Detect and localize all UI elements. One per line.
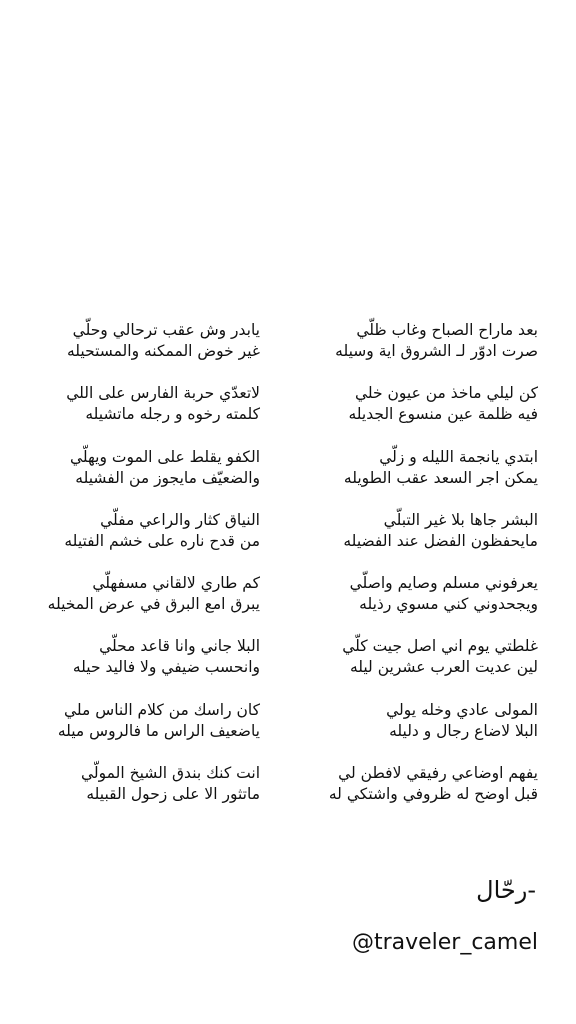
poem-line: ابتدي يانجمة الليله و زلّي: [379, 447, 538, 466]
poem-line: قبل اوضح له ظروفي واشتكي له: [328, 785, 538, 804]
poem-stanza: [298, 636, 538, 699]
poem-line: كان راسك من كلام الناس ملي: [64, 700, 260, 719]
poem-line: صرت ادوّر لـ الشروق اية وسيله: [335, 342, 538, 360]
poem-line: ياضعيف الراس ما فالروس ميله: [57, 721, 260, 740]
poem-line: من قدح ناره على خشم الفتيله: [64, 531, 260, 550]
poem-line: مايحفظون الفضل عند الفضيله: [343, 531, 538, 550]
poem-stanza: [20, 510, 260, 573]
poem-line: كم طاري لالقاني مسفهلّي: [92, 574, 260, 593]
poem-line: ويجحدوني كني مسوي رذيله: [359, 595, 538, 614]
poem-line: النياق كثار والراعي مفلّي: [100, 510, 260, 529]
poem-line: كلمته رخوه و رجله ماتشيله: [85, 405, 260, 424]
poem-line: كن ليلي ماخذ من عيون خلي: [354, 384, 538, 403]
poem-line: يمكن اجر السعد عقب الطويله: [343, 468, 538, 487]
poem-line: غير خوض الممكنه والمستحيله: [66, 342, 260, 360]
poem-line: ماتثور الا على زحول القبيله: [86, 785, 260, 804]
poem-stanza: [20, 573, 260, 636]
poem-stanza: [20, 636, 260, 699]
poem-line: البلا جاني وانا قاعد محلّي: [99, 637, 260, 656]
poem-stanza: [298, 320, 538, 383]
poem-line: المولى عادي وخله يولي: [386, 700, 538, 719]
poem-column-right: [298, 320, 538, 826]
poem-line: يفهم اوضاعي رفيقي لافطن لي: [338, 764, 538, 783]
poem-stanza: [20, 383, 260, 446]
poem-line: لاتعدّي حربة الفارس على اللي: [66, 384, 260, 403]
poem-line: الكفو يقلط على الموت ويهلّي: [69, 447, 260, 466]
poem-stanza: [298, 763, 538, 826]
poem-stanza: [298, 700, 538, 763]
poem-line: وانحسب ضيفي ولا فاليد حيله: [72, 658, 260, 677]
poem-stanza: [298, 510, 538, 573]
poem-stanza: [298, 383, 538, 446]
author-signature: -رحّال: [476, 876, 536, 904]
poem-column-left: [20, 320, 260, 826]
poem-stanza: [20, 320, 260, 383]
poem-line: غلطتي يوم اني اصل جيت كلّي: [342, 637, 538, 656]
poem-line: يعرفوني مسلم وصايم واصلّي: [349, 574, 538, 593]
poem-line: يابدر وش عقب ترحالي وحلّي: [72, 321, 260, 339]
poem-line: لين عديت العرب عشرين ليله: [349, 658, 538, 677]
social-handle: @traveler_camel: [351, 930, 538, 955]
poem-line: يبرق امع البرق في عرض المخيله: [47, 595, 260, 614]
poem-line: البشر جاها بلا غير التبلّي: [383, 510, 538, 529]
poem-line: والضعيّف مايجوز من الفشيله: [75, 468, 260, 487]
poem-stanza: [20, 700, 260, 763]
poem-line: انت كنك بندق الشيخ المولّي: [81, 764, 260, 783]
poem-line: فيه ظلمة عين منسوع الجديله: [348, 405, 538, 424]
poem-stanza: [298, 573, 538, 636]
poem-line: بعد ماراح الصباح وغاب ظلّي: [356, 321, 538, 339]
poem-stanza: [298, 447, 538, 510]
poem-stanza: [20, 447, 260, 510]
poem-line: البلا لاضاع رجال و دليله: [389, 721, 538, 740]
poem-stanza: [20, 763, 260, 826]
